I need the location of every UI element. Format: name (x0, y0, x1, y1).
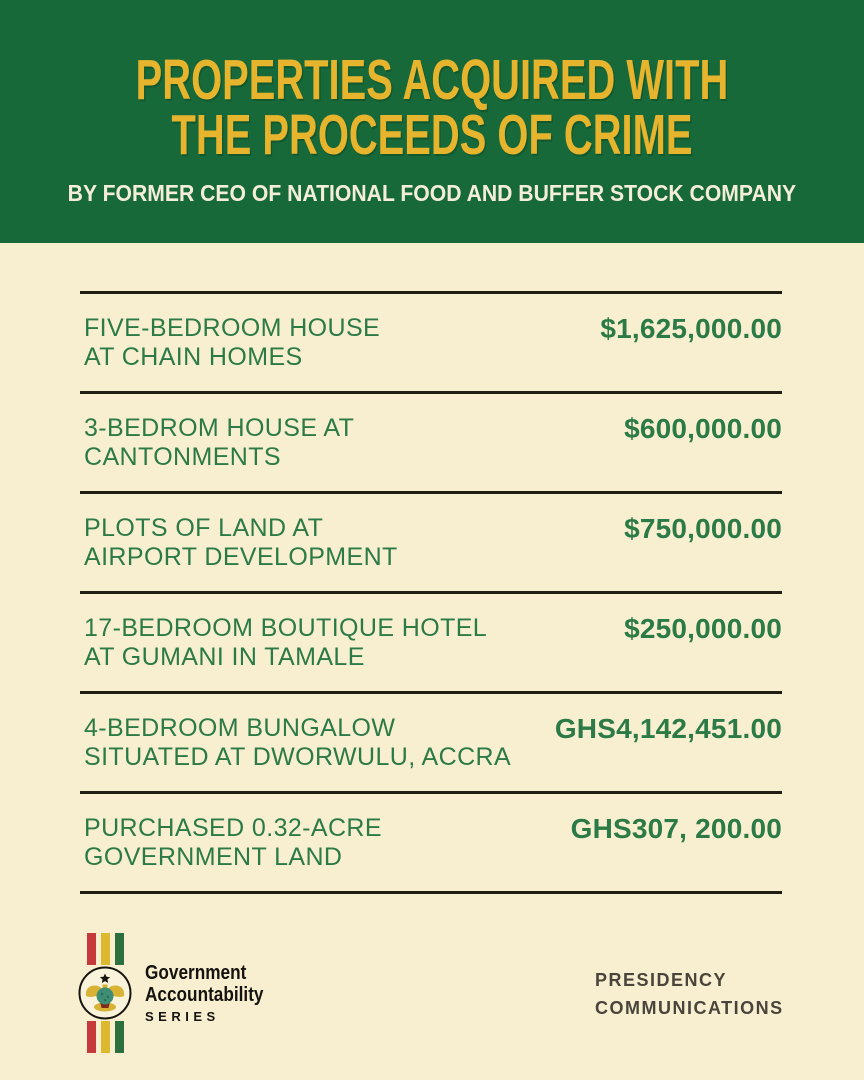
flag-stripe-green (115, 1021, 124, 1053)
logo-series-label: SERIES (145, 1009, 220, 1024)
logo-name-line1: Government (145, 962, 247, 984)
logo-emblem-column (78, 933, 132, 1053)
flag-stripe-gold (101, 1021, 110, 1053)
table-row (80, 791, 782, 891)
property-description: 3-BEDROM HOUSE AT CANTONMENTS (84, 414, 355, 471)
property-description: PLOTS OF LAND AT AIRPORT DEVELOPMENT (84, 514, 398, 571)
flag-stripe-green (115, 933, 124, 965)
table-bottom-rule (80, 891, 782, 894)
ghana-flag-stripes-bottom (87, 1021, 124, 1053)
property-description: 17-BEDROOM BOUTIQUE HOTEL AT GUMANI IN TAMALE (84, 614, 488, 671)
logo-wordmark (145, 962, 283, 1024)
header-banner (0, 0, 864, 243)
flag-stripe-gold (101, 933, 110, 965)
property-price: $600,000.00 (624, 413, 782, 444)
property-price: $250,000.00 (624, 613, 782, 644)
poster-title (0, 48, 864, 167)
table-row (80, 491, 782, 591)
ghana-coat-of-arms-icon (78, 966, 132, 1020)
property-description: 4-BEDROOM BUNGALOW SITUATED AT DWORWULU, ACCRA (84, 714, 512, 771)
table-row (80, 691, 782, 791)
table-row (80, 391, 782, 491)
poster-title-line1: PROPERTIES ACQUIRED WITH (135, 48, 729, 112)
poster-subtitle: BY FORMER CEO OF NATIONAL FOOD AND BUFFER STOCK COMPANY (67, 180, 797, 206)
property-price: $750,000.00 (624, 513, 782, 544)
flag-stripe-red (87, 1021, 96, 1053)
government-accountability-series-logo (78, 933, 283, 1053)
property-price: GHS307, 200.00 (570, 813, 782, 844)
property-price: $1,625,000.00 (600, 313, 782, 344)
ghana-flag-stripes-top (87, 933, 124, 965)
presidency-communications-credit: PRESIDENCY COMMUNICATIONS (595, 970, 784, 1018)
table-row (80, 291, 782, 391)
property-description: FIVE-BEDROOM HOUSE AT CHAIN HOMES (84, 314, 381, 371)
logo-name-line2: Accountability (145, 984, 264, 1006)
table-row (80, 591, 782, 691)
poster-title-line2: THE PROCEEDS OF CRIME (171, 103, 693, 167)
property-description: PURCHASED 0.32-ACRE GOVERNMENT LAND (84, 814, 382, 871)
properties-table (80, 291, 782, 894)
flag-stripe-red (87, 933, 96, 965)
property-price: GHS4,142,451.00 (554, 713, 782, 744)
